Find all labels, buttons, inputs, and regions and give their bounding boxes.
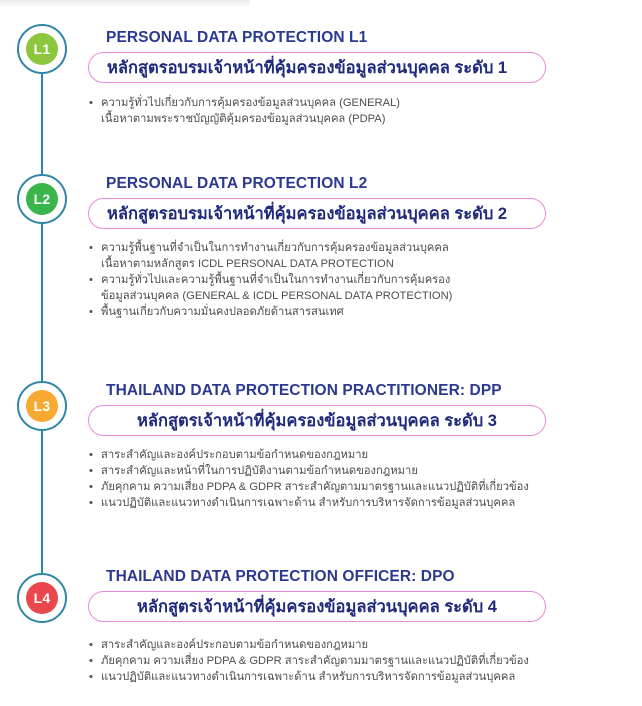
level-2-bullet-list [89, 240, 452, 320]
level-2-course-pill: หลักสูตรอบรมเจ้าหน้าที่คุ้มครองข้อมูลส่วนบุคคล ระดับ 2 [88, 198, 546, 229]
level-4-badge-ring [17, 573, 67, 623]
list-item [89, 669, 529, 685]
level-1-bullet-list [89, 95, 400, 127]
list-item [89, 495, 529, 511]
list-item [89, 95, 400, 127]
bullet-dot-icon: • [89, 465, 93, 477]
bullet-text-line: ข้อมูลส่วนบุคคล (GENERAL & ICDL PERSONAL DATA PROTECTION) [101, 290, 453, 302]
bullet-dot-icon: • [89, 639, 93, 651]
level-3-badge: L3 [26, 390, 58, 422]
level-3-bullet-list [89, 447, 529, 511]
level-1-badge: L1 [26, 33, 58, 65]
bullet-text-line: ความรู้ทั่วไปและความรู้พื้นฐานที่จำเป็นในการทำงานเกี่ยวกับการคุ้มครอง [101, 274, 451, 286]
bullet-text-line: ภัยคุกคาม ความเสี่ยง PDPA & GDPR สาระสำคัญตามมาตรฐานและแนวปฏิบัติที่เกี่ยวข้อง [101, 655, 529, 667]
level-2-badge: L2 [26, 183, 58, 215]
list-item [89, 637, 529, 653]
timeline-line [41, 70, 43, 590]
bullet-text-line: ความรู้ทั่วไปเกี่ยวกับการคุ้มครองข้อมูลส่วนบุคคล (GENERAL) [101, 97, 401, 109]
level-4-title: THAILAND DATA PROTECTION OFFICER: DPO [106, 568, 455, 585]
bullet-dot-icon: • [89, 449, 93, 461]
bullet-dot-icon: • [89, 97, 93, 109]
bullet-text-line: สาระสำคัญและองค์ประกอบตามข้อกำหนดของกฎหมาย [101, 639, 369, 651]
list-item [89, 272, 452, 304]
level-1-course-pill: หลักสูตรอบรมเจ้าหน้าที่คุ้มครองข้อมูลส่วนบุคคล ระดับ 1 [88, 52, 546, 83]
list-item [89, 479, 529, 495]
bullet-text-line: แนวปฏิบัติและแนวทางดำเนินการเฉพาะด้าน สำหรับการบริหารจัดการข้อมูลส่วนบุคคล [101, 497, 516, 509]
bullet-text-line: สาระสำคัญและหน้าที่ในการปฏิบัติงานตามข้อกำหนดของกฎหมาย [101, 465, 418, 477]
bullet-text-line: ภัยคุกคาม ความเสี่ยง PDPA & GDPR สาระสำคัญตามมาตรฐานและแนวปฏิบัติที่เกี่ยวข้อง [101, 481, 529, 493]
level-4-bullet-list [89, 637, 529, 685]
bullet-dot-icon: • [89, 242, 93, 254]
list-item [89, 240, 452, 272]
bullet-dot-icon: • [89, 274, 93, 286]
level-3-title: THAILAND DATA PROTECTION PRACTITIONER: DPP [106, 382, 502, 399]
bullet-text-line: สาระสำคัญและองค์ประกอบตามข้อกำหนดของกฎหมาย [101, 449, 369, 461]
bullet-dot-icon: • [89, 497, 93, 509]
level-1-badge-ring [17, 24, 67, 74]
level-1-title: PERSONAL DATA PROTECTION L1 [106, 29, 368, 46]
level-2-badge-ring [17, 174, 67, 224]
level-2-title: PERSONAL DATA PROTECTION L2 [106, 175, 368, 192]
bullet-text-line: เนื้อหาตามพระราชบัญญัติคุ้มครองข้อมูลส่วนบุคคล (PDPA) [101, 113, 386, 125]
bullet-dot-icon: • [89, 655, 93, 667]
bullet-text-line: ความรู้พื้นฐานที่จำเป็นในการทำงานเกี่ยวกับการคุ้มครองข้อมูลส่วนบุคคล [101, 242, 449, 254]
list-item [89, 304, 452, 320]
bullet-text-line: พื้นฐานเกี่ยวกับความมั่นคงปลอดภัยด้านสารสนเทศ [101, 306, 344, 318]
bullet-text-line: เนื้อหาตามหลักสูตร ICDL PERSONAL DATA PROTECTION [101, 258, 394, 270]
bullet-text-line: แนวปฏิบัติและแนวทางดำเนินการเฉพาะด้าน สำหรับการบริหารจัดการข้อมูลส่วนบุคคล [101, 671, 516, 683]
top-shadow-bar [0, 0, 250, 7]
level-3-course-pill: หลักสูตรเจ้าหน้าที่คุ้มครองข้อมูลส่วนบุคคล ระดับ 3 [88, 405, 546, 436]
level-4-badge: L4 [26, 582, 58, 614]
bullet-dot-icon: • [89, 671, 93, 683]
list-item [89, 447, 529, 463]
bullet-dot-icon: • [89, 481, 93, 493]
level-3-badge-ring [17, 381, 67, 431]
level-4-course-pill: หลักสูตรเจ้าหน้าที่คุ้มครองข้อมูลส่วนบุคคล ระดับ 4 [88, 591, 546, 622]
bullet-dot-icon: • [89, 306, 93, 318]
list-item [89, 463, 529, 479]
list-item [89, 653, 529, 669]
